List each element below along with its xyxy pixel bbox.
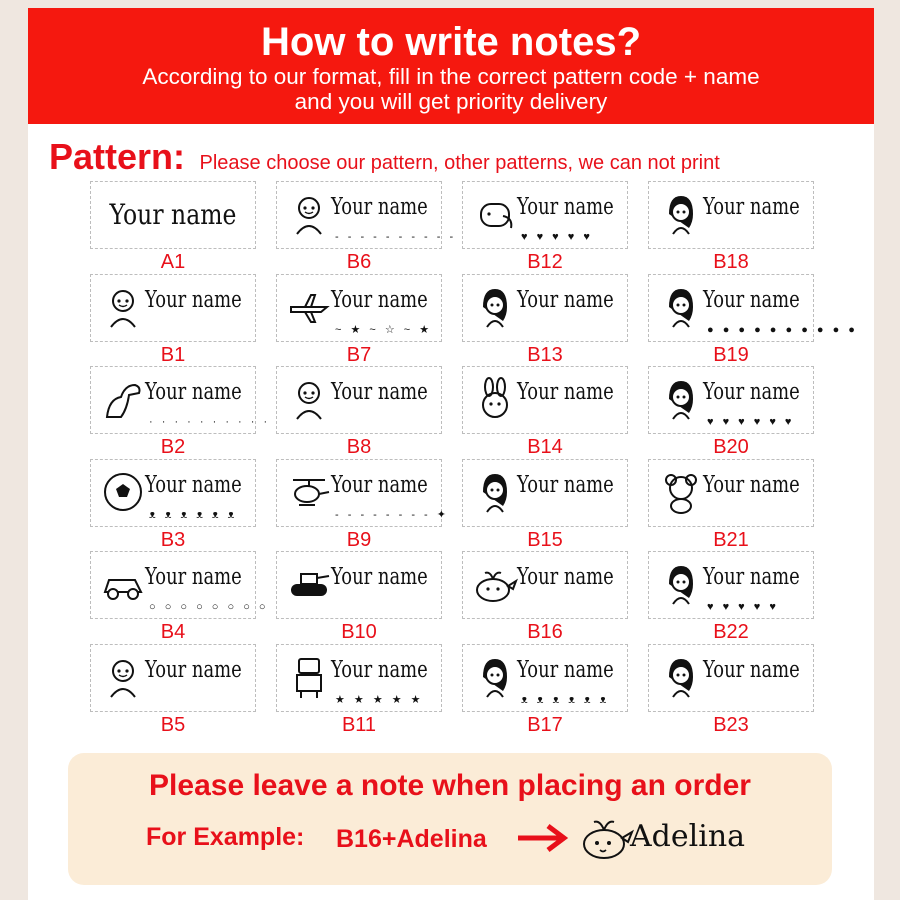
robot-icon: [287, 655, 331, 699]
pattern-decoration: ♥ ♥ ♥ ♥ ♥: [707, 601, 779, 613]
cap-boy-icon: [287, 377, 331, 421]
pattern-code-b3: B3: [160, 529, 186, 551]
pattern-decoration: ● ● ● ● ● ● ● ● ● ●: [707, 324, 858, 336]
arrow-right-icon: [516, 823, 570, 853]
angel-icon: [659, 655, 703, 699]
soccer-ball-icon: [101, 470, 145, 514]
pattern-code-b20: B20: [713, 436, 749, 458]
princess-icon: [473, 285, 517, 329]
pattern-name-text: Your name: [331, 287, 428, 313]
pattern-cell-b5: [90, 644, 256, 712]
header-banner: [28, 8, 874, 124]
pattern-cell-b1: [90, 274, 256, 342]
pattern-instruction: Please choose our pattern, other patterns, we can not print: [199, 152, 720, 174]
pattern-code-b9: B9: [346, 529, 372, 551]
helicopter-icon: [287, 470, 331, 514]
pattern-decoration: - - - - - - - - ✦: [335, 509, 449, 521]
pattern-code-b22: B22: [713, 621, 749, 643]
pattern-cell-b8: [276, 366, 442, 434]
pattern-cell-b4: [90, 551, 269, 619]
reading-boy-icon: [101, 285, 145, 329]
pattern-cell-b22: [648, 551, 814, 619]
pattern-code-b14: B14: [527, 436, 563, 458]
pattern-code-b6: B6: [346, 251, 372, 273]
pattern-name-text: Your name: [331, 379, 428, 405]
whale-icon: [473, 562, 517, 606]
pigtail-girl-icon: [473, 470, 517, 514]
pattern-code-b15: B15: [527, 529, 563, 551]
pattern-code-b1: B1: [160, 344, 186, 366]
pattern-name-text: Your name: [145, 379, 242, 405]
pattern-code-b8: B8: [346, 436, 372, 458]
pattern-code-b11: B11: [341, 714, 377, 736]
car-icon: [101, 562, 145, 606]
pattern-name-text: Your name: [145, 287, 242, 313]
example-label: For Example:: [146, 823, 305, 851]
subtitle: [28, 64, 874, 114]
pattern-cell-b3: [90, 459, 256, 527]
pattern-code-b18: B18: [713, 251, 749, 273]
pattern-name-text: Your name: [145, 472, 242, 498]
pattern-code-b10: B10: [341, 621, 377, 643]
pattern-code-b13: B13: [527, 344, 563, 366]
pattern-code-b23: B23: [713, 714, 749, 736]
pattern-code-b4: B4: [160, 621, 186, 643]
pattern-name-text: Your name: [703, 194, 800, 220]
pattern-cell-b23: [648, 644, 814, 712]
pattern-label: Pattern:: [49, 136, 186, 177]
pattern-decoration: ★ ★ ★ ★ ★: [335, 694, 424, 706]
airplane-icon: [287, 285, 331, 329]
pattern-code-b2: B2: [160, 436, 186, 458]
pattern-code-a1: A1: [160, 251, 186, 273]
page-title: How to write notes?: [261, 20, 641, 64]
pattern-decoration: ~ ★ ~ ☆ ~ ★: [335, 324, 433, 336]
pattern-cell-b12: [462, 181, 628, 249]
long-hair-girl-icon: [659, 562, 703, 606]
pattern-cell-b6: [276, 181, 457, 249]
pattern-name-text: Your name: [703, 657, 800, 683]
pattern-name-text: Your name: [517, 194, 614, 220]
pattern-name-text: Your name: [517, 657, 614, 683]
example-value: B16+Adelina: [336, 825, 487, 853]
pattern-name-text: Your name: [703, 564, 800, 590]
pattern-name-text: Your name: [517, 379, 614, 405]
girl-icon: [659, 192, 703, 236]
content-card: [28, 8, 874, 900]
pattern-cell-b21: [648, 459, 814, 527]
pattern-name-text: Your name: [331, 472, 428, 498]
pattern-cell-b11: [276, 644, 442, 712]
teddy-bear-icon: [659, 470, 703, 514]
pattern-cell-b13: [462, 274, 628, 342]
pattern-name-text: Your name: [517, 287, 614, 313]
pattern-decoration: ᴥ ᴥ ᴥ ᴥ ᴥ ᴥ: [521, 694, 610, 706]
pattern-cell-b19: [648, 274, 858, 342]
pattern-name-text: Your name: [703, 472, 800, 498]
pattern-name-text: Your name: [145, 564, 242, 590]
pattern-name-text: Your name: [517, 472, 614, 498]
pattern-cell-b7: [276, 274, 442, 342]
pattern-name-text: Your name: [517, 564, 614, 590]
pattern-decoration: - - - - - - - - - -: [335, 231, 457, 243]
pattern-decoration: ᴥ ᴥ ᴥ ᴥ ᴥ ᴥ: [149, 509, 238, 521]
smiling-boy-icon: [101, 655, 145, 699]
order-note-box: [68, 753, 832, 885]
pattern-cell-b15: [462, 459, 628, 527]
pattern-code-b16: B16: [527, 621, 563, 643]
pattern-cell-b9: [276, 459, 449, 527]
pattern-cell-b16: [462, 551, 628, 619]
pattern-cell-b18: [648, 181, 814, 249]
pattern-cell-a1: [90, 181, 256, 249]
pattern-name-text: Your name: [703, 287, 800, 313]
pattern-name-text: Your name: [145, 657, 242, 683]
pattern-heading: [49, 136, 720, 184]
pattern-code-b17: B17: [527, 714, 563, 736]
pattern-cell-b20: [648, 366, 814, 434]
pattern-cell-b14: [462, 366, 628, 434]
boy-icon: [287, 192, 331, 236]
pattern-name-text: Your name: [331, 194, 428, 220]
subtitle-line-1: According to our format, fill in the correct pattern code + name: [142, 64, 760, 89]
pattern-code-b21: B21: [713, 529, 749, 551]
subtitle-line-2: and you will get priority delivery: [294, 89, 608, 114]
pattern-cell-b10: [276, 551, 442, 619]
note-headline: Please leave a note when placing an order: [149, 769, 751, 802]
pattern-decoration: ♥ ♥ ♥ ♥ ♥ ♥: [707, 416, 795, 428]
pattern-code-b19: B19: [713, 344, 749, 366]
pattern-name-text: Your name: [331, 564, 428, 590]
pattern-decoration: · · · · · · · · · ·: [149, 416, 271, 428]
pattern-name-text: Your name: [109, 198, 237, 231]
mermaid-icon: [659, 285, 703, 329]
pattern-decoration: ♥ ♥ ♥ ♥ ♥: [521, 231, 593, 243]
whale-icon: [578, 808, 634, 864]
pattern-name-text: Your name: [331, 657, 428, 683]
dinosaur-icon: [101, 377, 145, 421]
example-result: Adelina: [630, 819, 746, 854]
bunny-icon: [473, 377, 517, 421]
pattern-name-text: Your name: [703, 379, 800, 405]
girl-braid-icon: [659, 377, 703, 421]
pattern-code-b12: B12: [527, 251, 563, 273]
pattern-cell-b17: [462, 644, 628, 712]
tank-icon: [287, 562, 331, 606]
pattern-code-b5: B5: [160, 714, 186, 736]
pattern-code-b7: B7: [346, 344, 372, 366]
pattern-decoration: ○ ○ ○ ○ ○ ○ ○ ○: [149, 601, 269, 613]
mermaid-girl-icon: [473, 655, 517, 699]
elephant-icon: [473, 192, 517, 236]
pattern-cell-b2: [90, 366, 271, 434]
